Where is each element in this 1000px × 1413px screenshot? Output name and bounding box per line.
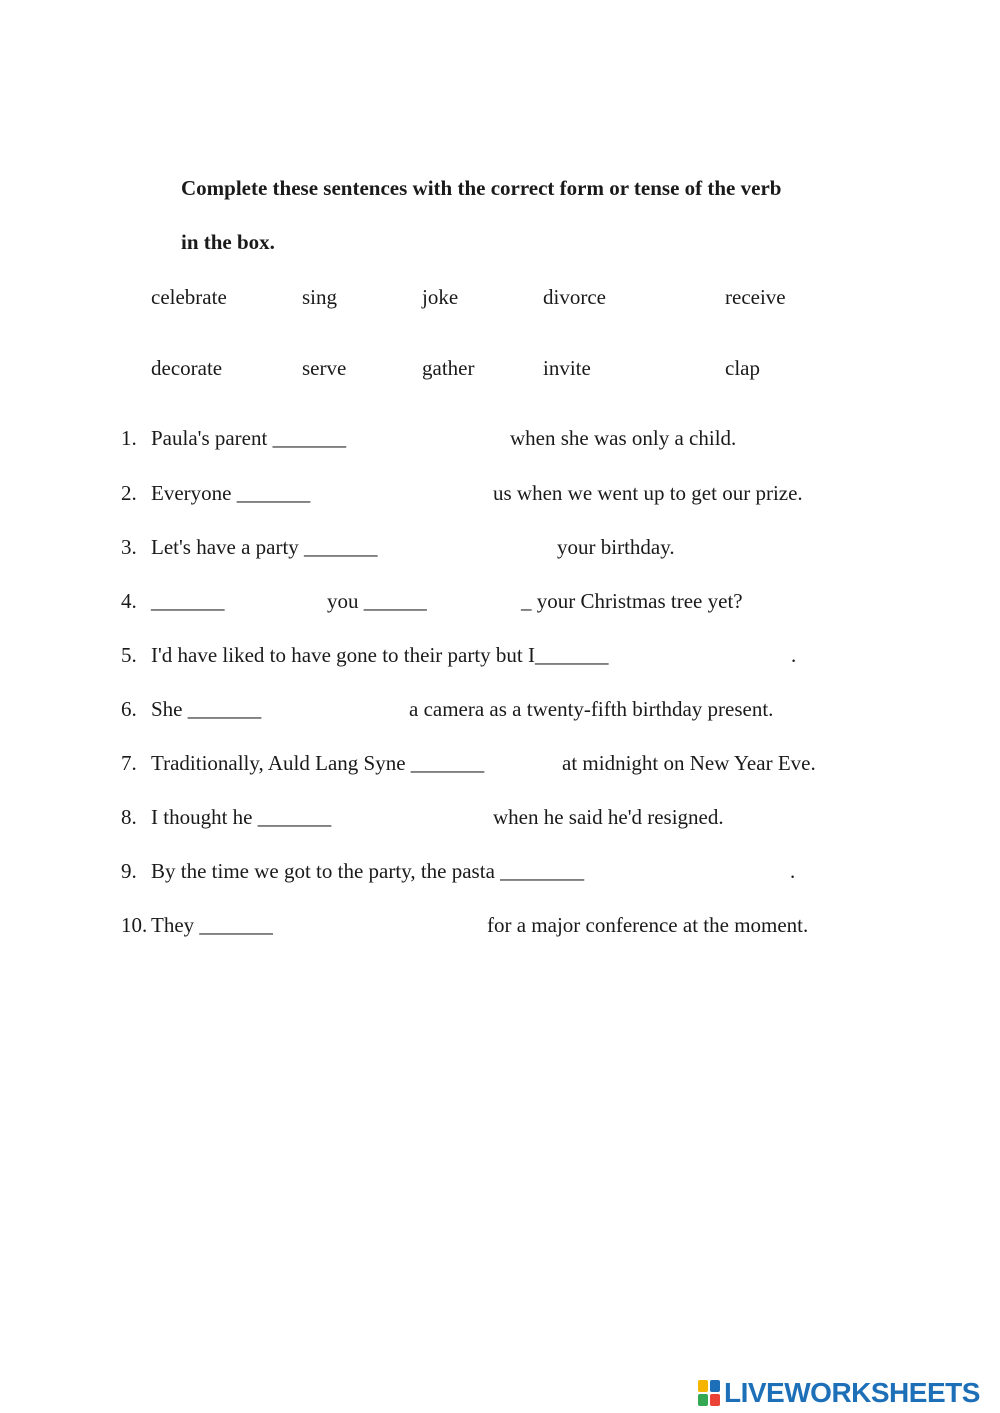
sentence-text: . [791,643,797,667]
answer-input[interactable] [278,696,408,724]
sentence-number: 4. [121,589,137,613]
word-box-item: clap [725,356,760,380]
logo-icon-block [698,1394,708,1406]
instructions-line-2: in the box. [181,230,275,254]
word-box-item: celebrate [151,285,227,309]
sentence-text: at midnight on New Year Eve. [562,751,816,775]
sentence-text: . [790,859,796,883]
liveworksheets-logo [698,1378,980,1408]
sentence-text: She _______ [151,697,262,721]
sentence-text: By the time we got to the party, the pasta ________ [151,859,585,883]
sentence-text: I'd have liked to have gone to their party but I_______ [151,643,609,667]
instructions-line-1: Complete these sentences with the correct form or tense of the verb [181,176,782,200]
word-box-item: gather [422,356,475,380]
logo-text: LIVEWORKSHEETS [724,1377,980,1408]
word-box-item: invite [543,356,591,380]
sentence-text: Everyone _______ [151,481,311,505]
sentence-text: when she was only a child. [510,426,737,450]
logo-icon-block [710,1394,720,1406]
sentence-text: you ______ [327,589,427,613]
sentence-text: for a major conference at the moment. [487,913,809,937]
answer-input[interactable] [236,588,326,616]
sentence-number: 5. [121,643,137,667]
answer-input[interactable] [666,642,790,670]
answer-input[interactable] [291,912,485,940]
liveworksheets-logo-icon [698,1380,720,1406]
word-box-item: receive [725,285,786,309]
sentence-number: 9. [121,859,137,883]
sentence-number: 7. [121,751,137,775]
sentence-text: us when we went up to get our prize. [493,481,803,505]
sentence-text: a camera as a twenty-fifth birthday present. [409,697,774,721]
sentence-text: when he said he'd resigned. [493,805,724,829]
logo-icon-block [710,1380,720,1392]
sentence-number: 2. [121,481,137,505]
sentence-text: your birthday. [557,535,675,559]
answer-input[interactable] [356,804,492,832]
word-box-item: joke [422,285,459,309]
sentence-text: Let's have a party _______ [151,535,378,559]
sentence-number: 3. [121,535,137,559]
answer-input[interactable] [333,480,493,508]
sentence-text: Traditionally, Auld Lang Syne _______ [151,751,485,775]
sentence-text: I thought he _______ [151,805,332,829]
sentence-number: 8. [121,805,137,829]
sentence-text: _______ [151,589,225,613]
word-box-item: sing [302,285,338,309]
answer-input[interactable] [531,750,561,778]
answer-input[interactable] [408,534,556,562]
word-box-item: divorce [543,285,606,309]
sentence-number: 10. [121,913,148,937]
sentence-text: They _______ [151,913,273,937]
sentence-text: _ your Christmas tree yet? [521,589,743,613]
answer-input[interactable] [442,588,520,616]
answer-input[interactable] [372,425,510,453]
word-box-item: serve [302,356,347,380]
sentence-number: 1. [121,426,137,450]
word-box-item: decorate [151,356,223,380]
logo-icon-block [698,1380,708,1392]
sentence-text: Paula's parent _______ [151,426,347,450]
sentence-number: 6. [121,697,137,721]
answer-input[interactable] [641,858,789,886]
